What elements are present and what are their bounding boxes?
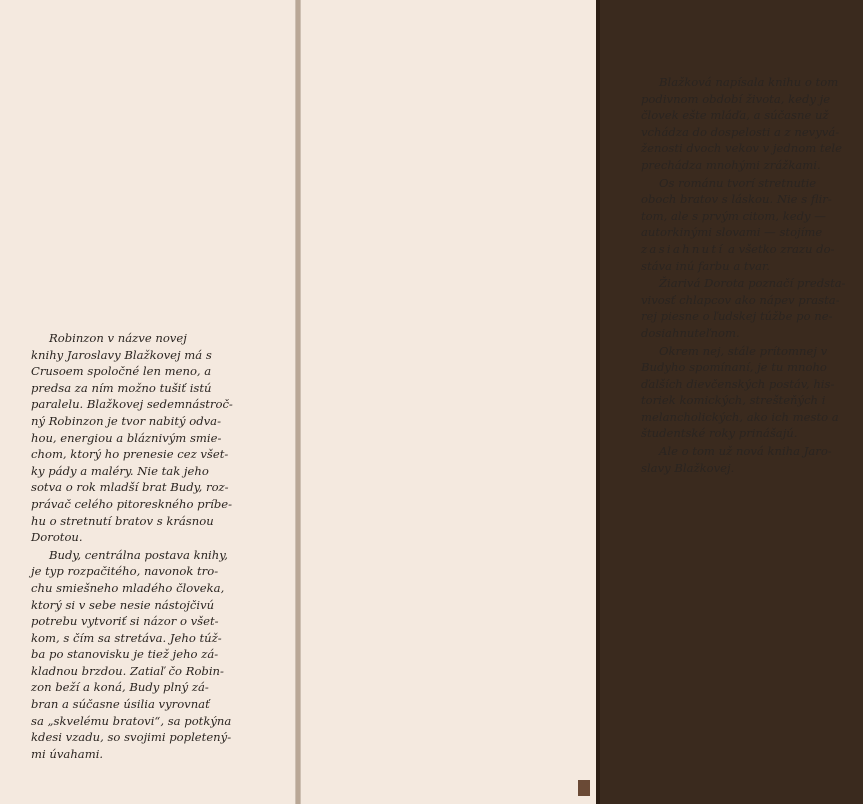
left-paragraph-1: Robinzon v názve novej knihy Jaroslavy Blažkovej má s Crusoem spoločné len meno, a predsa za ním možno tušiť istú paralelu. Blažkovej sedemnástroč- ný Robinzon je tvor nabitý odva- hou, energiou a bláznivým smie- chom, ktorý ho prenesie cez všet- ky pády a maléry. Nie tak jeho sotva o rok mladší brat Budy, roz- právač celého pitoreskného príbe- hu o stretnutí bratov s krásnou Dorotou. bbox=[31, 331, 233, 545]
right-paragraph-2-lead: Os románu tvorí stretnutie oboch bratov s láskou. Nie s flir- tom, ale s prvým citom, kedy — autorkinými slovami — stojíme bbox=[641, 175, 832, 240]
corner-mark bbox=[578, 780, 590, 796]
left-flap-page bbox=[0, 0, 296, 804]
right-paragraph-2 bbox=[641, 175, 863, 275]
left-text-column bbox=[31, 330, 248, 762]
right-paragraph-4: Okrem nej, stále prítomnej v Budyho spomínaní, je tu mnoho ďalších dievčenských postáv, his- toriek komických, strešteňých i melancholických, ako ich mesto a študentské roky prinášajú. bbox=[641, 343, 839, 441]
right-edge-shadow bbox=[596, 0, 600, 804]
right-paragraph-1: Blažková napísala knihu o tom podivnom období života, kedy je človek ešte mláďa, a súčasne už vchádza do dospelosti a z nevyvá- ženosti dvoch vekov v jednom tele prechádza mnohými zrážkami. bbox=[641, 75, 842, 172]
left-paragraph-2: Budy, centrálna postava knihy, je typ rozpačitého, navonok tro- chu smiešneho mladého človeka, ktorý si v sebe nesie nástojčivú potrebu vytvoriť si názor o všet- kom, s čím sa stretáva. Jeho túž- ba po stanovisku je tiež jeho zá- kladnou brzdou. Zatiaľ čo Robin- zon beží a koná, Budy plný zá- bran a súčasne úsilia vyrovnať sa „skvelému bratovi“, sa potkýna kdesi vzadu, so svojimi popletený- mi úvahami. bbox=[31, 547, 232, 761]
right-paragraph-2-spaced-word: zasiahnutí bbox=[641, 241, 725, 256]
right-text-column bbox=[641, 74, 863, 476]
right-paragraph-2-tail: a všetko zrazu do- stáva inú farbu a tvar. bbox=[641, 241, 835, 273]
right-paragraph-5: Ale o tom už nová kniha Jaro- slavy Blažkovej. bbox=[641, 444, 832, 475]
right-paragraph-3: Žiarivá Dorota poznačí predsta- vivosť chlapcov ako nápev prasta- rej piesne o ľudskej túžbe po ne- dosiahnuteľnom. bbox=[641, 276, 846, 340]
right-flap-page bbox=[300, 0, 846, 804]
